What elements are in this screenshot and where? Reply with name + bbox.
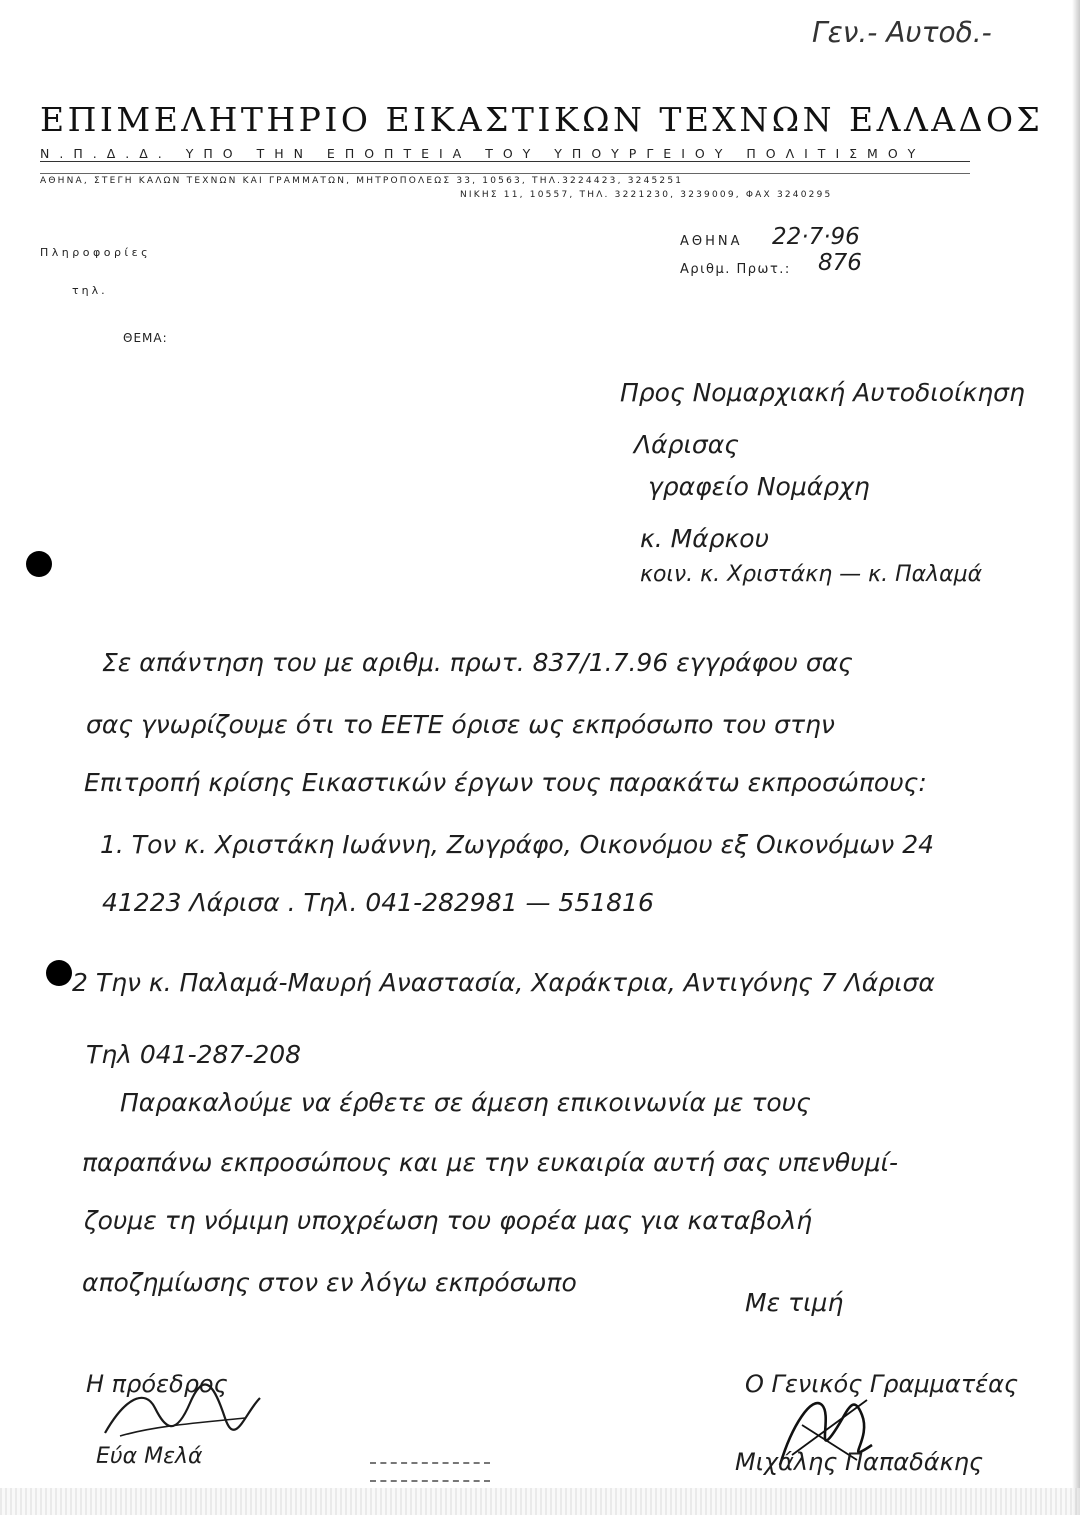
recipient-line: γραφείο Νομάρχη: [648, 472, 870, 501]
left-signature-scribble: [95, 1378, 265, 1448]
left-signatory-title: Η πρόεδρος: [86, 1370, 228, 1398]
protocol-number: 876: [818, 250, 862, 276]
left-signatory-name: Εύα Μελά: [96, 1444, 203, 1469]
right-signatory-name: Μιχάλης Παπαδάκης: [735, 1448, 984, 1476]
punch-hole-dot: [46, 960, 72, 986]
protocol-label: Αριθμ. Πρωτ.:: [680, 262, 791, 277]
letterhead-rule-thin: [40, 173, 970, 174]
scan-shadow-right: [1072, 0, 1080, 1515]
info-label: Πληροφορίες: [40, 246, 152, 259]
body-line: αποζημίωσης στον εν λόγω εκπρόσωπο: [82, 1268, 577, 1297]
letter-date: 22·7·96: [772, 224, 860, 250]
city-label: ΑΘΗΝΑ: [680, 234, 743, 249]
recipient-line: Λάρισας: [634, 430, 739, 459]
address-line-2: ΝΙΚΗΣ 11, 10557, ΤΗΛ. 3221230, 3239009, ΦΑΧ 3240295: [460, 190, 833, 200]
recipient-line: κοιν. κ. Χριστάκη — κ. Παλαμά: [640, 562, 983, 587]
body-line: Επιτροπή κρίσης Εικαστικών έργων τους παρακάτω εκπροσώπους:: [84, 768, 927, 797]
body-line: Σε απάντηση του με αριθμ. πρωτ. 837/1.7.96 εγγράφου σας: [102, 648, 853, 677]
body-line: παραπάνω εκπροσώπους και με την ευκαιρία αυτή σας υπενθυμί-: [82, 1148, 899, 1177]
scan-noise-bottom: [0, 1488, 1080, 1515]
top-handwritten-note: Γεν.- Αυτοδ.-: [812, 16, 992, 49]
right-signatory-title: Ο Γενικός Γραμματέας: [745, 1370, 1019, 1398]
body-line: Τηλ 041-287-208: [86, 1040, 302, 1069]
recipient-line: κ. Μάρκου: [640, 524, 770, 553]
address-line-1: ΑΘΗΝΑ, ΣΤΕΓΗ ΚΑΛΩΝ ΤΕΧΝΩΝ ΚΑΙ ΓΡΑΜΜΑΤΩΝ, ΜΗΤΡΟΠΟΛΕΩΣ 33, 10563, ΤΗΛ.3224423, 3245251: [40, 176, 684, 186]
organization-subtitle: Ν.Π.Δ.Δ. ΥΠΟ ΤΗΝ ΕΠΟΠΤΕΙΑ ΤΟΥ ΥΠΟΥΡΓΕΙΟΥ ΠΟΛΙΤΙΣΜΟΥ: [40, 146, 926, 161]
body-line: σας γνωρίζουμε ότι το ΕΕΤΕ όρισε ως εκπρόσωπο του στην: [86, 710, 835, 739]
subject-label: ΘΕΜΑ:: [123, 331, 168, 345]
tel-label: τηλ.: [72, 284, 108, 297]
organization-title: ΕΠΙΜΕΛΗΤΗΡΙΟ ΕΙΚΑΣΤΙΚΩΝ ΤΕΧΝΩΝ ΕΛΛΑΔΟΣ: [40, 100, 1044, 139]
punch-hole-dot: [26, 551, 52, 577]
dashed-mark: [370, 1462, 490, 1464]
dashed-mark: [370, 1480, 490, 1482]
recipient-line: Προς Νομαρχιακή Αυτοδιοίκηση: [620, 378, 1025, 407]
body-line: 2 Την κ. Παλαμά-Μαυρή Αναστασία, Χαράκτρια, Αντιγόνης 7 Λάρισα: [72, 968, 935, 997]
body-line: 41223 Λάρισα . Τηλ. 041-282981 — 551816: [102, 888, 654, 917]
body-line: Παρακαλούμε να έρθετε σε άμεση επικοινωνία με τους: [120, 1088, 811, 1117]
body-line: ζουμε τη νόμιμη υποχρέωση του φορέα μας για καταβολή: [84, 1206, 813, 1235]
letterhead-rule: [40, 161, 970, 162]
body-line: 1. Τον κ. Χριστάκη Ιωάννη, Ζωγράφο, Οικονόμου εξ Οικονόμων 24: [100, 830, 935, 859]
closing-text: Με τιμή: [745, 1288, 844, 1317]
